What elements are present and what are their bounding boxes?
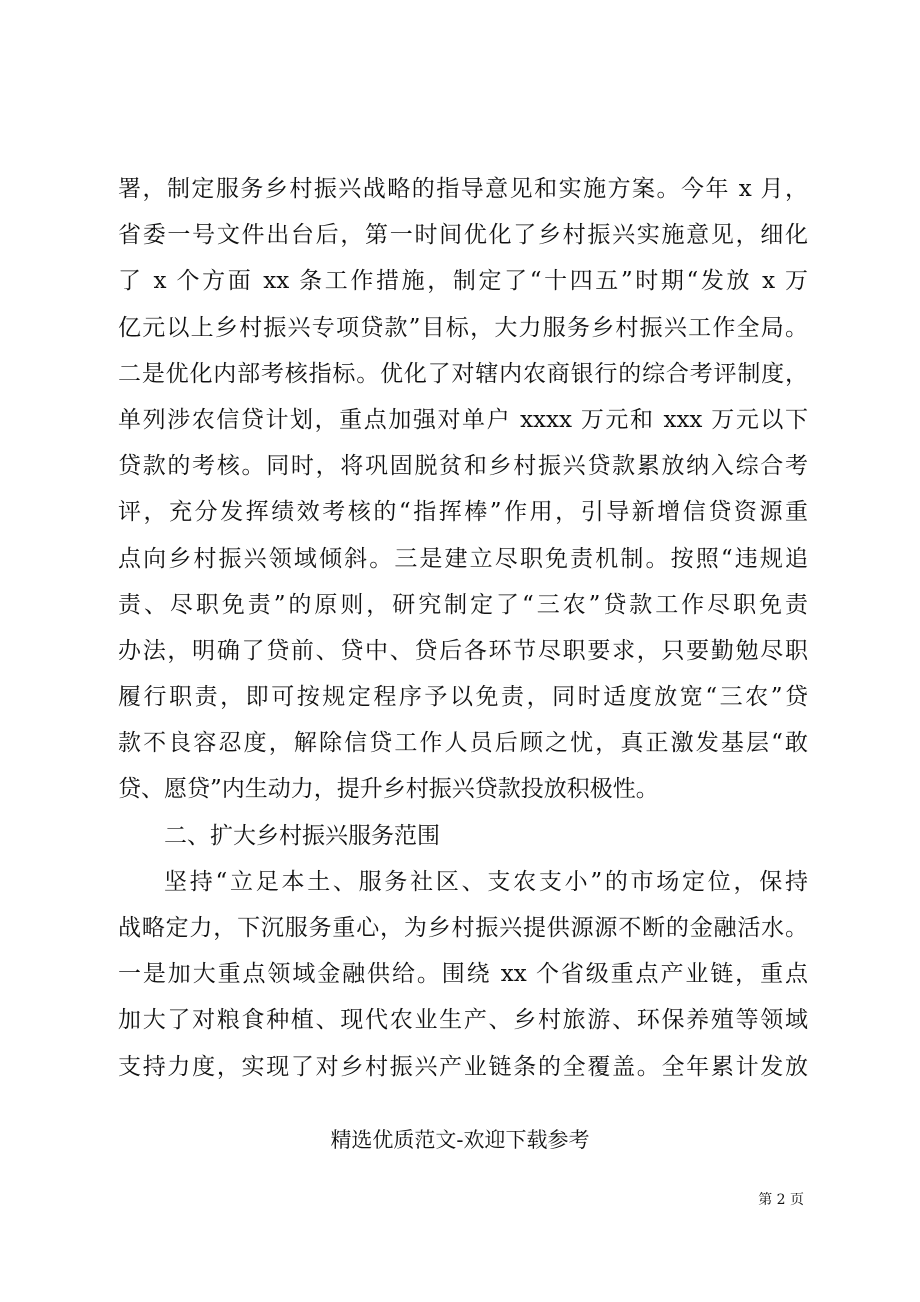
paragraph-line: 款不良容忍度，解除信贷工作人员后顾之忧，真正激发基层“敢 <box>118 730 808 757</box>
paragraph-line: 一是加大重点领域金融供给。围绕 xx 个省级重点产业链，重点 <box>118 961 808 988</box>
paragraph-line: 支持力度，实现了对乡村振兴产业链条的全覆盖。全年累计发放 <box>118 1053 808 1080</box>
paragraph-line: 署，制定服务乡村振兴战略的指导意见和实施方案。今年 x 月， <box>118 176 808 202</box>
paragraph-line: 责、尽职免责”的原则，研究制定了“三农”贷款工作尽职免责 <box>118 591 808 618</box>
paragraph-line: 履行职责，即可按规定程序予以免责，同时适度放宽“三农”贷 <box>118 684 808 711</box>
page-number: 第 2 页 <box>758 1192 804 1208</box>
paragraph-line: 省委一号文件出台后，第一时间优化了乡村振兴实施意见，细化 <box>118 222 808 249</box>
paragraph-line: 点向乡村振兴领域倾斜。三是建立尽职免责机制。按照“违规追 <box>118 545 808 572</box>
section-heading: 二、扩大乡村振兴服务范围 <box>164 822 440 849</box>
paragraph-line: 贷款的考核。同时，将巩固脱贫和乡村振兴贷款累放纳入综合考 <box>118 453 808 480</box>
paragraph-line: 坚持“立足本土、服务社区、支农支小”的市场定位，保持 <box>164 868 808 895</box>
paragraph-line: 评，充分发挥绩效考核的“指挥棒”作用，引导新增信贷资源重 <box>118 499 808 526</box>
document-body <box>118 166 808 1090</box>
paragraph-line: 单列涉农信贷计划，重点加强对单户 xxxx 万元和 xxx 万元以下 <box>118 406 808 433</box>
paragraph-line: 加大了对粮食种植、现代农业生产、乡村旅游、环保养殖等领域 <box>118 1007 808 1034</box>
paragraph-line: 了 x 个方面 xx 条工作措施，制定了“十四五”时期“发放 x 万 <box>118 268 808 295</box>
paragraph-line: 办法，明确了贷前、贷中、贷后各环节尽职要求，只要勤勉尽职 <box>118 637 808 664</box>
paragraph-line: 贷、愿贷”内生动力，提升乡村振兴贷款投放积极性。 <box>118 776 659 803</box>
footer-caption: 精选优质范文-欢迎下载参考 <box>330 1128 590 1152</box>
paragraph-line: 亿元以上乡村振兴专项贷款”目标，大力服务乡村振兴工作全局。 <box>118 314 808 341</box>
paragraph-line: 战略定力，下沉服务重心，为乡村振兴提供源源不断的金融活水。 <box>118 915 808 941</box>
paragraph-line: 二是优化内部考核指标。优化了对辖内农商银行的综合考评制度， <box>118 360 808 387</box>
